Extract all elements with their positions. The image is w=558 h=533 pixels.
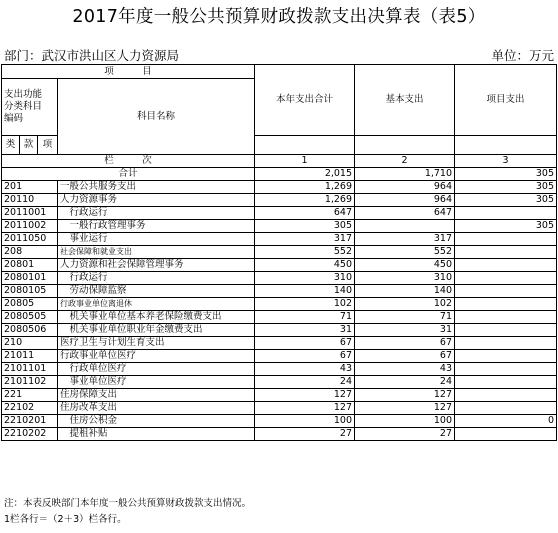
row-code: 208 <box>2 246 58 259</box>
table-row <box>2 350 557 363</box>
row-code: 20805 <box>2 298 58 311</box>
row-c2: 27 <box>355 428 455 441</box>
row-code: 2080105 <box>2 285 58 298</box>
row-c3 <box>455 337 557 350</box>
row-name: 住房公积金 <box>58 415 255 428</box>
row-code: 210 <box>2 337 58 350</box>
table-row <box>2 285 557 298</box>
row-c2 <box>355 220 455 233</box>
row-c3 <box>455 246 557 259</box>
table-row <box>2 207 557 220</box>
row-c2: 140 <box>355 285 455 298</box>
note-line-2: 1栏各行＝（2＋3）栏各行。 <box>4 514 127 525</box>
row-c1: 450 <box>255 259 355 272</box>
row-c1: 1,269 <box>255 181 355 194</box>
row-code: 201 <box>2 181 58 194</box>
row-c3 <box>455 363 557 376</box>
row-c1: 24 <box>255 376 355 389</box>
row-code: 2101101 <box>2 363 58 376</box>
row-name: 劳动保障监察 <box>58 285 255 298</box>
header-xiang: 项 <box>38 136 58 155</box>
row-c2: 67 <box>355 337 455 350</box>
row-code: 2080505 <box>2 311 58 324</box>
row-code: 20801 <box>2 259 58 272</box>
total-c1: 2,015 <box>255 168 355 181</box>
row-c2: 964 <box>355 194 455 207</box>
row-name: 行政运行 <box>58 272 255 285</box>
note-line-1: 注：本表反映部门本年度一般公共预算财政拨款支出情况。 <box>4 498 252 509</box>
table-row <box>2 233 557 246</box>
header-subject-name: 科目名称 <box>58 79 255 155</box>
row-c2: 127 <box>355 389 455 402</box>
row-c3: 305 <box>455 194 557 207</box>
row-c1: 305 <box>255 220 355 233</box>
row-c3: 0 <box>455 415 557 428</box>
table-row <box>2 389 557 402</box>
row-c1: 127 <box>255 402 355 415</box>
row-c1: 67 <box>255 350 355 363</box>
row-code: 2080506 <box>2 324 58 337</box>
header-lanci: 栏 次 <box>2 155 255 168</box>
row-name: 事业单位医疗 <box>58 376 255 389</box>
row-name: 行政事业单位离退休 <box>58 298 255 311</box>
row-c2: 552 <box>355 246 455 259</box>
row-c1: 1,269 <box>255 194 355 207</box>
row-code: 2011002 <box>2 220 58 233</box>
header-n3: 3 <box>455 155 557 168</box>
table-row <box>2 298 557 311</box>
row-c3 <box>455 233 557 246</box>
row-name: 事业运行 <box>58 233 255 246</box>
row-c3 <box>455 324 557 337</box>
row-c1: 67 <box>255 337 355 350</box>
header-n1: 1 <box>255 155 355 168</box>
header-col1: 本年支出合计 <box>255 65 355 136</box>
table-row <box>2 272 557 285</box>
table-row <box>2 337 557 350</box>
row-c3: 305 <box>455 220 557 233</box>
row-c1: 31 <box>255 324 355 337</box>
row-c1: 43 <box>255 363 355 376</box>
total-label: 合计 <box>2 168 255 181</box>
row-c3 <box>455 259 557 272</box>
table-row <box>2 181 557 194</box>
row-code: 2011001 <box>2 207 58 220</box>
page-title: 2017年度一般公共预算财政拨款支出决算表（表5） <box>72 7 486 27</box>
header-lei: 类 <box>2 136 20 155</box>
row-c1: 27 <box>255 428 355 441</box>
table-row <box>2 415 557 428</box>
expenditure-table <box>1 64 557 441</box>
row-c1: 100 <box>255 415 355 428</box>
row-c1: 317 <box>255 233 355 246</box>
row-c2: 102 <box>355 298 455 311</box>
header-func-code: 支出功能 分类科目 编码 <box>2 79 58 136</box>
row-c3 <box>455 389 557 402</box>
row-c3 <box>455 376 557 389</box>
row-name: 提租补贴 <box>58 428 255 441</box>
row-name: 行政单位医疗 <box>58 363 255 376</box>
row-c1: 647 <box>255 207 355 220</box>
table-row <box>2 220 557 233</box>
table-row <box>2 246 557 259</box>
unit-label: 单位：万元 <box>491 48 554 63</box>
row-c1: 552 <box>255 246 355 259</box>
department-label: 部门：武汉市洪山区人力资源局 <box>4 48 180 63</box>
row-name: 机关事业单位基本养老保险缴费支出 <box>58 311 255 324</box>
header-col1-spacer <box>255 136 355 155</box>
row-name: 住房改革支出 <box>58 402 255 415</box>
row-c3 <box>455 311 557 324</box>
row-c3: 305 <box>455 181 557 194</box>
row-code: 2210201 <box>2 415 58 428</box>
row-c2: 71 <box>355 311 455 324</box>
header-col3-spacer <box>455 136 557 155</box>
row-c1: 127 <box>255 389 355 402</box>
table-row <box>2 376 557 389</box>
table-row <box>2 402 557 415</box>
row-name: 社会保障和就业支出 <box>58 246 255 259</box>
table-row <box>2 428 557 441</box>
row-name: 人力资源和社会保障管理事务 <box>58 259 255 272</box>
row-c2: 647 <box>355 207 455 220</box>
row-c3 <box>455 298 557 311</box>
row-c3 <box>455 402 557 415</box>
row-code: 22102 <box>2 402 58 415</box>
row-c3 <box>455 272 557 285</box>
table-row <box>2 259 557 272</box>
row-c3 <box>455 207 557 220</box>
row-name: 一般公共服务支出 <box>58 181 255 194</box>
total-row <box>2 168 557 181</box>
row-name: 一般行政管理事务 <box>58 220 255 233</box>
row-code: 21011 <box>2 350 58 363</box>
row-code: 2101102 <box>2 376 58 389</box>
header-col2: 基本支出 <box>355 65 455 136</box>
row-name: 人力资源事务 <box>58 194 255 207</box>
row-c2: 127 <box>355 402 455 415</box>
row-name: 行政事业单位医疗 <box>58 350 255 363</box>
row-name: 行政运行 <box>58 207 255 220</box>
row-name: 机关事业单位职业年金缴费支出 <box>58 324 255 337</box>
table-row <box>2 194 557 207</box>
row-c2: 67 <box>355 350 455 363</box>
header-n2: 2 <box>355 155 455 168</box>
row-code: 20110 <box>2 194 58 207</box>
row-code: 2210202 <box>2 428 58 441</box>
row-c1: 140 <box>255 285 355 298</box>
row-c3 <box>455 285 557 298</box>
row-code: 221 <box>2 389 58 402</box>
table-row <box>2 311 557 324</box>
row-c3 <box>455 428 557 441</box>
row-c3 <box>455 350 557 363</box>
row-c2: 964 <box>355 181 455 194</box>
header-item: 项 目 <box>2 65 255 79</box>
row-name: 医疗卫生与计划生育支出 <box>58 337 255 350</box>
row-c2: 100 <box>355 415 455 428</box>
row-name: 住房保障支出 <box>58 389 255 402</box>
row-c1: 71 <box>255 311 355 324</box>
table-row <box>2 363 557 376</box>
row-c2: 43 <box>355 363 455 376</box>
row-c2: 310 <box>355 272 455 285</box>
header-kuan: 款 <box>20 136 38 155</box>
row-code: 2080101 <box>2 272 58 285</box>
table-row <box>2 324 557 337</box>
total-c3: 305 <box>455 168 557 181</box>
row-code: 2011050 <box>2 233 58 246</box>
row-c2: 31 <box>355 324 455 337</box>
row-c1: 102 <box>255 298 355 311</box>
row-c2: 450 <box>355 259 455 272</box>
header-col3: 项目支出 <box>455 65 557 136</box>
header-col2-spacer <box>355 136 455 155</box>
row-c2: 24 <box>355 376 455 389</box>
total-c2: 1,710 <box>355 168 455 181</box>
row-c1: 310 <box>255 272 355 285</box>
row-c2: 317 <box>355 233 455 246</box>
